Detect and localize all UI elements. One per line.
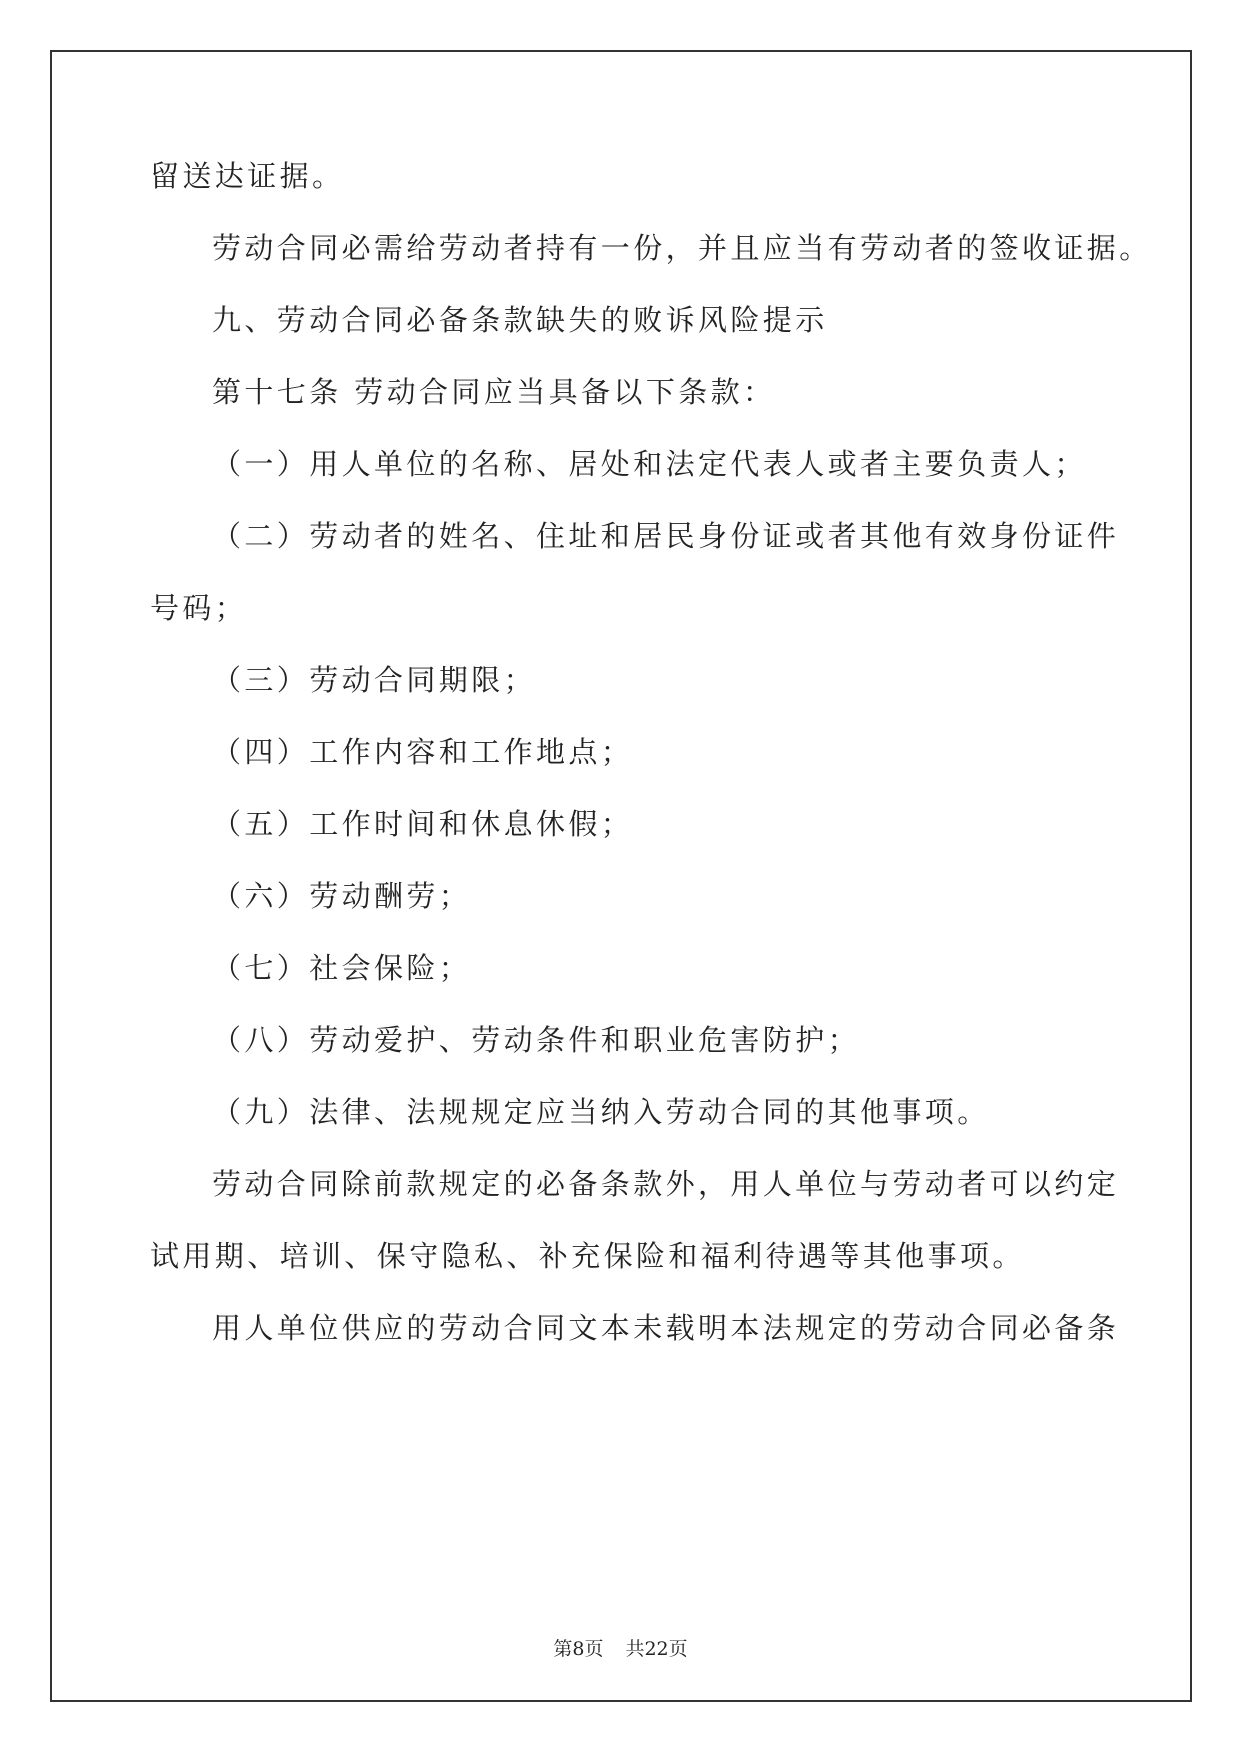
list-item: （八）劳动爱护、劳动条件和职业危害防护；	[212, 1023, 861, 1057]
list-item: （三）劳动合同期限；	[212, 663, 537, 697]
paragraph-line: 用人单位供应的劳动合同文本未载明本法规定的劳动合同必备条	[212, 1311, 1120, 1345]
paragraph-line: 试用期、培训、保守隐私、补充保险和福利待遇等其他事项。	[150, 1239, 1025, 1273]
list-item: （一）用人单位的名称、居处和法定代表人或者主要负责人；	[212, 447, 1087, 481]
paragraph-line: 劳动合同必需给劳动者持有一份，并且应当有劳动者的签收证据。	[212, 231, 1152, 265]
list-item-continuation: 号码；	[150, 591, 248, 625]
list-item: （九）法律、法规规定应当纳入劳动合同的其他事项。	[212, 1095, 990, 1129]
list-item: （四）工作内容和工作地点；	[212, 735, 634, 769]
section-heading: 九、劳动合同必备条款缺失的败诉风险提示	[212, 303, 828, 337]
list-item: （六）劳动酬劳；	[212, 879, 472, 913]
list-item: （五）工作时间和休息休假；	[212, 807, 634, 841]
paragraph-line: 劳动合同除前款规定的必备条款外，用人单位与劳动者可以约定	[212, 1167, 1120, 1201]
total-pages: 共22页	[625, 1638, 688, 1660]
list-item: （七）社会保险；	[212, 951, 472, 985]
current-page-number: 第8页	[553, 1638, 604, 1660]
paragraph-line: 留送达证据。	[150, 159, 345, 193]
page-footer	[0, 1634, 1241, 1661]
article-heading: 第十七条 劳动合同应当具备以下条款：	[212, 375, 776, 409]
list-item: （二）劳动者的姓名、住址和居民身份证或者其他有效身份证件	[212, 519, 1120, 553]
